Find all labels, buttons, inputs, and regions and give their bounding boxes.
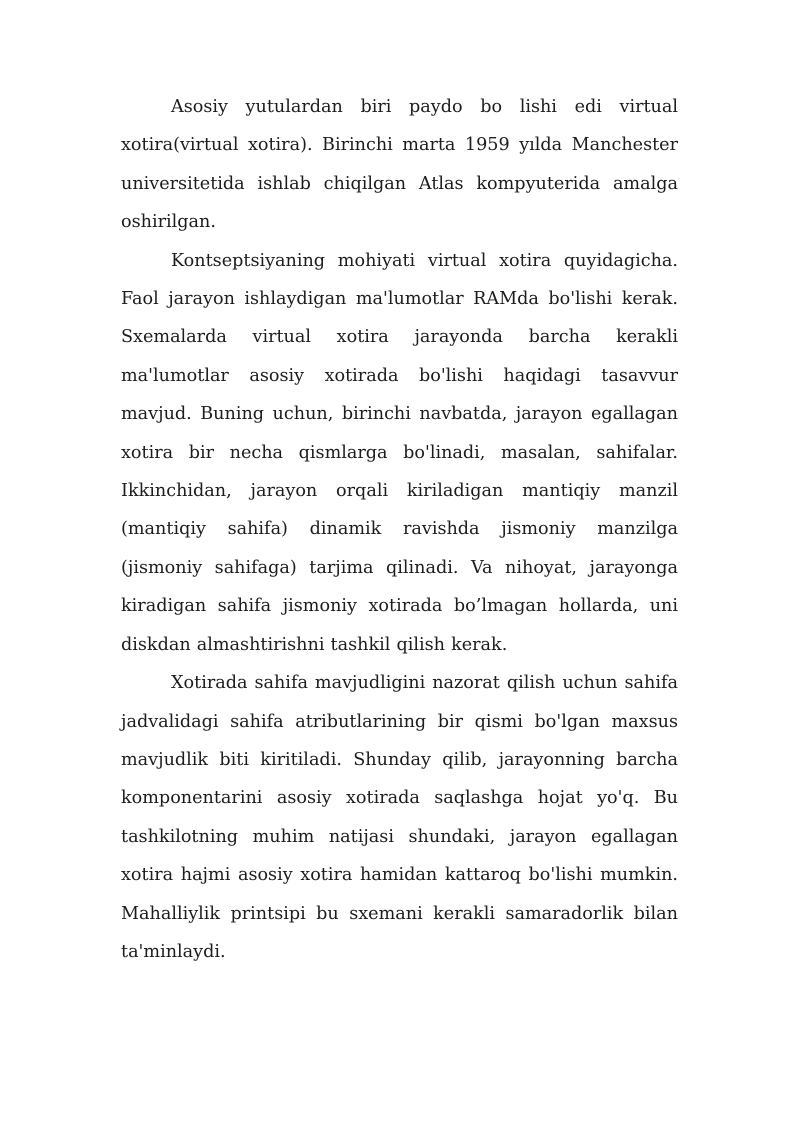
document-body	[121, 88, 678, 971]
paragraph-virtual-memory-intro: Asosiy yutulardan biri paydo bo lishi edi virtual xotira(virtual xotira). Birinchi marta 1959 yılda Manchester universitetida ishlab chiqilgan Atlas kompyuterida amalga oshirilgan.	[121, 97, 678, 233]
paragraph-presence-bit: Xotirada sahifa mavjudligini nazorat qilish uchun sahifa jadvalidagi sahifa atributlarining bir qismi bo'lgan maxsus mavjudlik biti kiritiladi. Shunday qilib, jarayonning barcha komponentarini asosiy xotirada saqlashga hojat yo'q. Bu tashkilotning muhim natijasi shundaki, jarayon egallagan xotira hajmi asosiy xotira hamidan kattaroq bo'lishi mumkin. Mahalliylik printsipi bu sxemani kerakli samaradorlik bilan ta'minlaydi.	[121, 673, 678, 962]
paragraph-concept: Kontseptsiyaning mohiyati virtual xotira quyidagicha. Faol jarayon ishlaydigan ma'lumotlar RAMda bo'lishi kerak. Sxemalarda virtual xotira jarayonda barcha kerakli ma'lumotlar asosiy xotirada bo'lishi haqidagi tasavvur mavjud. Buning uchun, birinchi navbatda, jarayon egallagan xotira bir necha qismlarga bo'linadi, masalan, sahifalar. Ikkinchidan, jarayon orqali kiriladigan mantiqiy manzil (mantiqiy sahifa) dinamik ravishda jismoniy manzilga (jismoniy sahifaga) tarjima qilinadi. Va nihoyat, jarayonga kiradigan sahifa jismoniy xotirada bo’lmagan hollarda, uni diskdan almashtirishni tashkil qilish kerak.	[121, 250, 678, 655]
